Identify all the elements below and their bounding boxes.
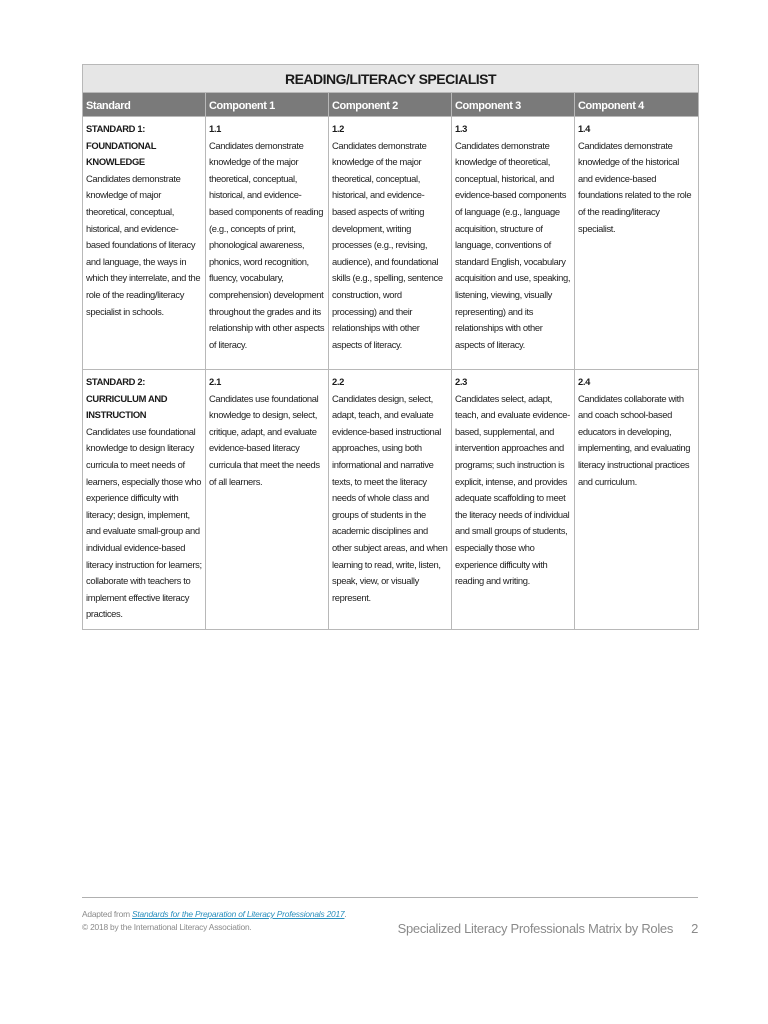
standard-title-line: INSTRUCTION	[86, 409, 147, 421]
standard-cell	[83, 370, 206, 630]
standard-title-line: FOUNDATIONAL KNOWLEDGE	[86, 139, 156, 168]
component-number: 2.3	[455, 376, 467, 387]
component-number: 1.2	[332, 123, 344, 134]
component-number: 2.1	[209, 376, 221, 387]
footer-attribution	[82, 908, 347, 934]
component-cell	[206, 370, 329, 630]
copyright-text: © 2018 by the International Literacy Association.	[82, 922, 252, 932]
standard-description: Candidates demonstrate knowledge of major theoretical, conceptual, historical, and evidence-based foundations of literacy and language, the ways in which they interrelate, and the role of the reading/literacy specialist in schools.	[86, 172, 201, 317]
table-row	[83, 370, 699, 630]
standard-description: Candidates use foundational knowledge to design literacy curricula to meet needs of learners, especially those who experience difficulty with literacy; design, implement, and evaluate small-group and individual evidence-based literacy instruction for learners; collaborate with teachers to implement effective literacy practices.	[86, 425, 202, 620]
column-header-component-2: Component 2	[329, 93, 452, 117]
component-number: 2.2	[332, 376, 344, 387]
footer-document-info	[398, 921, 698, 936]
component-number: 1.4	[578, 123, 590, 134]
component-number: 1.1	[209, 123, 221, 134]
component-cell	[575, 370, 699, 630]
adapted-prefix: Adapted from	[82, 909, 133, 919]
column-header-component-4: Component 4	[575, 93, 699, 117]
component-cell	[452, 117, 575, 370]
standard-title-line: CURRICULUM AND	[86, 392, 168, 404]
table-row	[83, 117, 699, 370]
component-cell	[575, 117, 699, 370]
component-description: Candidates demonstrate knowledge of the major theoretical, conceptual, historical, and evidence-based components of reading (e.g., concepts of print, phonological awareness, phonics, word recognition, fluency, vocabulary, comprehension) development throughout the grades and its relationship with other aspects of literacy.	[209, 139, 325, 350]
standards-matrix-table	[82, 64, 699, 630]
component-description: Candidates select, adapt, teach, and evaluate evidence-based, supplemental, and intervention approaches and programs; such instruction is explicit, intense, and provides adequate scaffolding to meet the literacy needs of individual and small groups of students, especially those who experience difficulty with reading and writing.	[455, 392, 570, 587]
component-description: Candidates demonstrate knowledge of theoretical, conceptual, historical, and evidence-based components of language (e.g., language acquisition, structure of language, conventions of standard English, vocabulary acquisition and use, speaking, listening, viewing, visually representing) and its relationships with other aspects of literacy.	[455, 139, 571, 350]
component-description: Candidates design, select, adapt, teach, and evaluate evidence-based instructional approaches, using both informational and narrative texts, to meet the literacy needs of whole class and groups of students in the academic disciplines and other subject areas, and when learning to read, write, listen, speak, view, or visually represent.	[332, 392, 448, 603]
column-header-row	[83, 93, 699, 117]
component-cell	[206, 117, 329, 370]
adapted-from-line	[82, 908, 347, 921]
column-header-component-1: Component 1	[206, 93, 329, 117]
component-cell	[329, 370, 452, 630]
component-description: Candidates use foundational knowledge to design, select, critique, adapt, and evaluate evidence-based literacy curricula that meet the needs of all learners.	[209, 392, 320, 487]
standard-cell	[83, 117, 206, 370]
component-description: Candidates demonstrate knowledge of the historical and evidence-based foundations related to the role of the reading/literacy specialist.	[578, 139, 692, 234]
column-header-component-3: Component 3	[452, 93, 575, 117]
component-number: 2.4	[578, 376, 590, 387]
component-cell	[452, 370, 575, 630]
component-number: 1.3	[455, 123, 467, 134]
column-header-standard: Standard	[83, 93, 206, 117]
page-number: 2	[691, 921, 698, 936]
document-title: Specialized Literacy Professionals Matrix by Roles	[397, 921, 674, 936]
component-description: Candidates collaborate with and coach school-based educators in developing, implementing, and evaluating literacy instructional practices and curriculum.	[578, 392, 691, 487]
footer-divider	[82, 897, 698, 898]
component-description: Candidates demonstrate knowledge of the major theoretical, conceptual, historical, and evidence-based aspects of writing development, writing processes (e.g., revising, audience), and foundational skills (e.g., spelling, sentence construction, word processing) and their relationships with other aspects of literacy.	[332, 139, 443, 350]
standard-title-line: STANDARD 1:	[86, 123, 145, 134]
adapted-suffix: .	[344, 909, 347, 919]
standard-title-line: STANDARD 2:	[86, 376, 145, 387]
source-link[interactable]: Standards for the Preparation of Literacy Professionals 2017	[132, 909, 345, 919]
table-title: READING/LITERACY SPECIALIST	[83, 65, 699, 93]
component-cell	[329, 117, 452, 370]
